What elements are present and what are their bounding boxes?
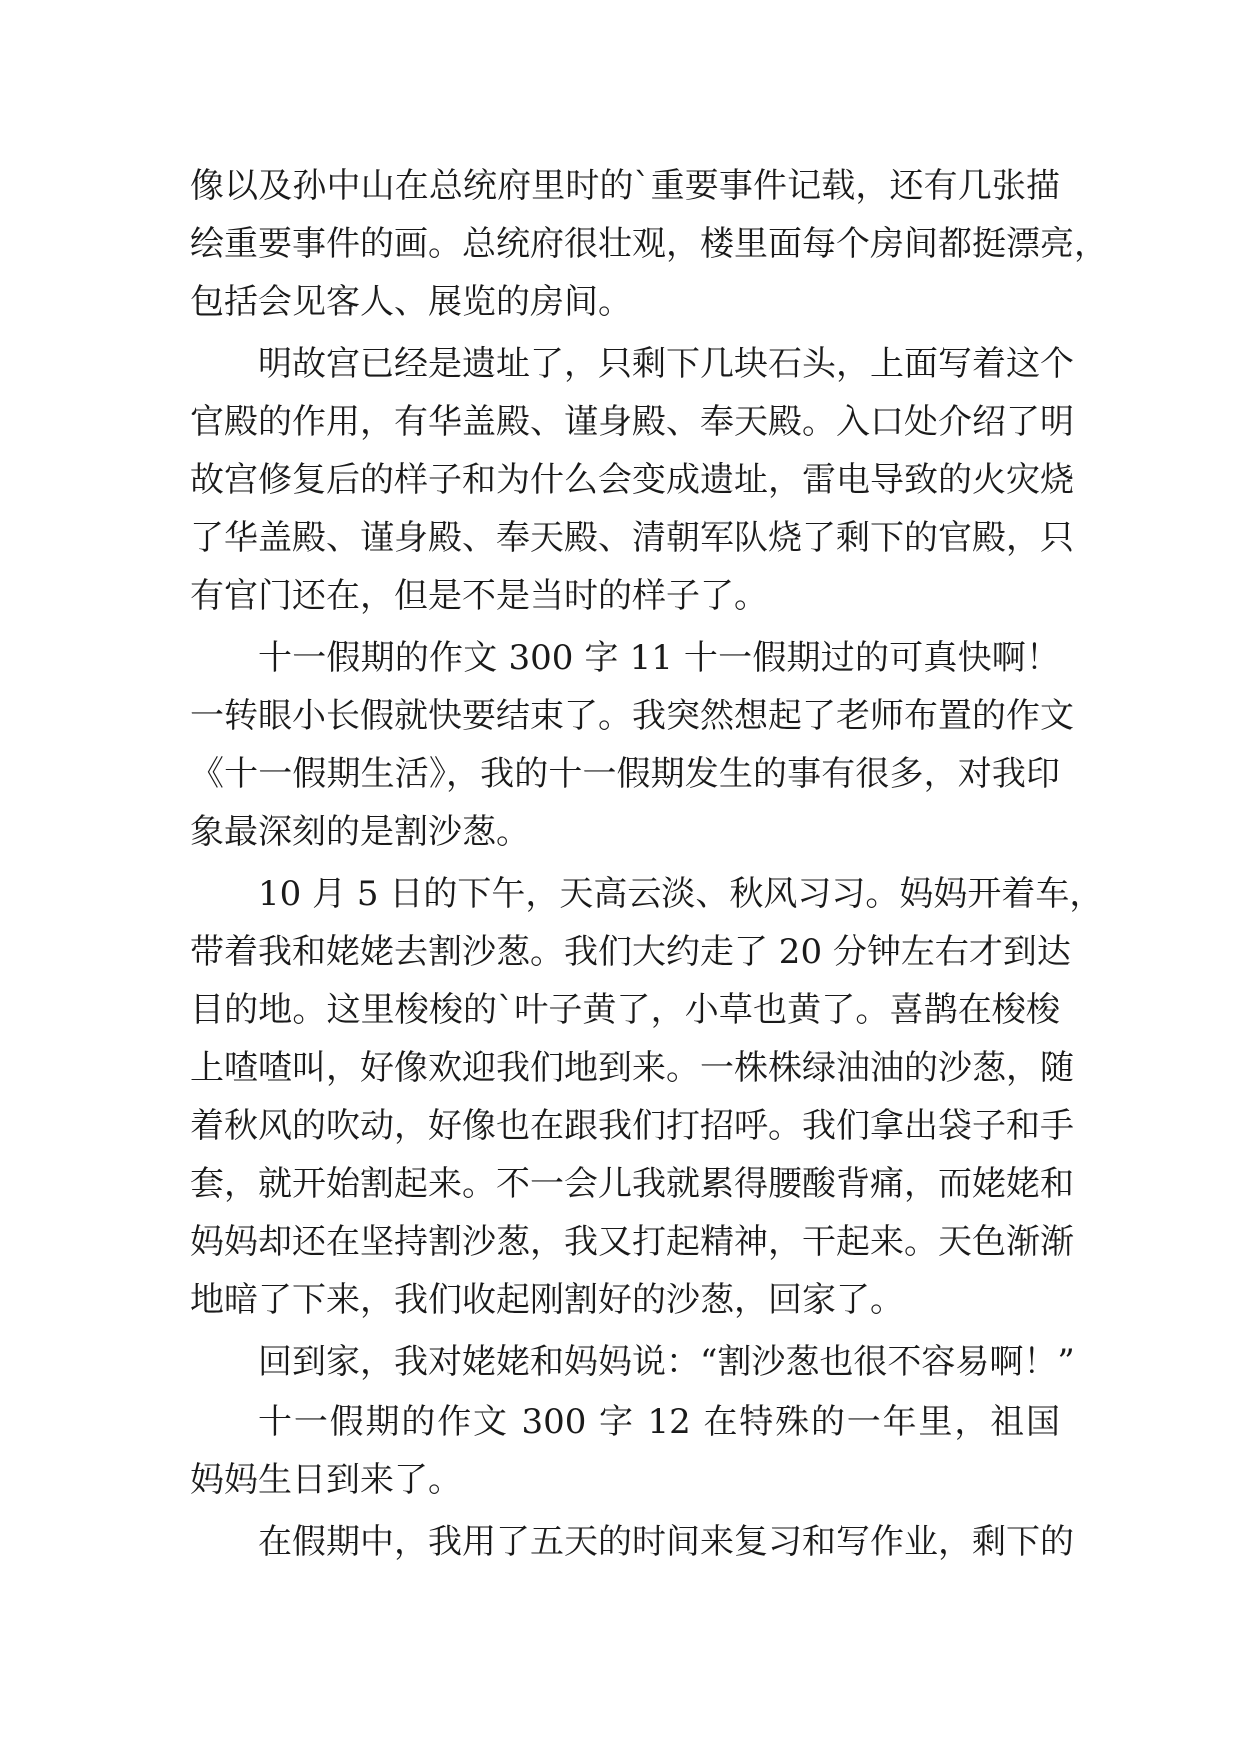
text-line: 了华盖殿、谨身殿、奉天殿、清朝军队烧了剩下的官殿，只 xyxy=(190,518,1074,558)
text-line: 一转眼小长假就快要结束了。我突然想起了老师布置的作文 xyxy=(190,696,1074,736)
paragraph-first-line: 明故宫已经是遗址了，只剩下几块石头，上面写着这个 xyxy=(258,344,1074,384)
text-line: 目的地。这里梭梭的`叶子黄了，小草也黄了。喜鹊在梭梭 xyxy=(190,990,1060,1030)
text-line: 上喳喳叫，好像欢迎我们地到来。一株株绿油油的沙葱，随 xyxy=(190,1048,1074,1088)
text-line: 故宫修复后的样子和为什么会变成遗址，雷电导致的火灾烧 xyxy=(190,460,1074,500)
paragraph-first-line: 10 月 5 日的下午，天高云淡、秋风习习。妈妈开着车， xyxy=(258,874,1104,914)
text-line: 有官门还在，但是不是当时的样子了。 xyxy=(190,576,768,616)
text-line: 包括会见客人、展览的房间。 xyxy=(190,282,632,322)
text-line: 地暗了下来，我们收起刚割好的沙葱，回家了。 xyxy=(190,1280,904,1320)
text-line: 像以及孙中山在总统府里时的`重要事件记载，还有几张描 xyxy=(190,166,1060,206)
text-line: 带着我和姥姥去割沙葱。我们大约走了 20 分钟左右才到达 xyxy=(190,932,1071,972)
paragraph-first-line: 回到家，我对姥姥和妈妈说：“割沙葱也很不容易啊！” xyxy=(258,1342,1075,1382)
text-line: 套，就开始割起来。不一会儿我就累得腰酸背痛，而姥姥和 xyxy=(190,1164,1074,1204)
essay-heading-line: 十一假期的作文 300 字 12 在特殊的一年里，祖国 xyxy=(258,1402,1060,1442)
text-line: 官殿的作用，有华盖殿、谨身殿、奉天殿。入口处介绍了明 xyxy=(190,402,1074,442)
text-line: 绘重要事件的画。总统府很壮观，楼里面每个房间都挺漂亮， xyxy=(190,224,1108,264)
text-line: 妈妈却还在坚持割沙葱，我又打起精神，干起来。天色渐渐 xyxy=(190,1222,1074,1262)
text-line: 《十一假期生活》，我的十一假期发生的事有很多，对我印 xyxy=(190,754,1060,794)
text-line: 着秋风的吹动，好像也在跟我们打招呼。我们拿出袋子和手 xyxy=(190,1106,1074,1146)
text-line: 妈妈生日到来了。 xyxy=(190,1460,462,1500)
paragraph-first-line: 在假期中，我用了五天的时间来复习和写作业，剩下的 xyxy=(258,1522,1074,1562)
essay-heading-line: 十一假期的作文 300 字 11 十一假期过的可真快啊！ xyxy=(258,638,1060,678)
text-line: 象最深刻的是割沙葱。 xyxy=(190,812,530,852)
